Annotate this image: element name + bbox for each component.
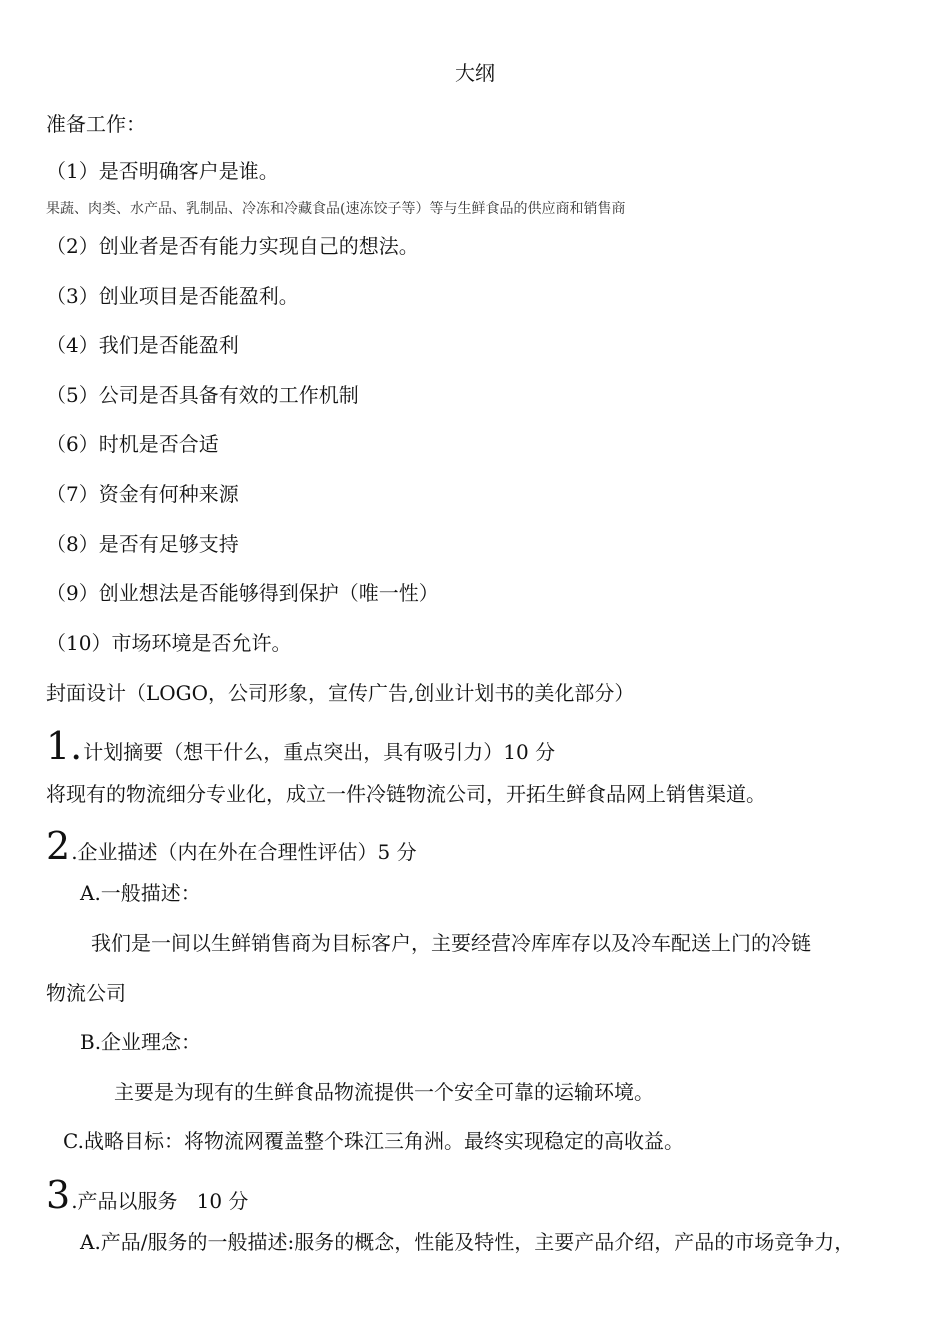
document-title: 大纲 <box>455 61 495 85</box>
section-2a-label: A.一般描述： <box>80 881 201 905</box>
section-2b-body: 主要是为现有的生鲜食品物流提供一个安全可靠的运输环境。 <box>114 1080 654 1104</box>
section-2-title: .企业描述（内在外在合理性评估）5 分 <box>71 840 417 864</box>
section-3-heading <box>46 1175 248 1215</box>
prep-item-9: （9）创业想法是否能够得到保护（唯一性） <box>46 581 439 605</box>
prep-item-4: （4）我们是否能盈利 <box>46 333 239 357</box>
section-2a-body-line2: 物流公司 <box>46 981 126 1005</box>
prep-item-5: （5）公司是否具备有效的工作机制 <box>46 383 359 407</box>
section-1-title: 计划摘要（想干什么，重点突出，具有吸引力）10 分 <box>83 740 556 764</box>
section-2-number: 2 <box>46 824 71 868</box>
section-1-number: 1. <box>46 724 83 768</box>
prep-item-1-note: 果蔬、肉类、水产品、乳制品、冷冻和冷藏食品(速冻饺子等）等与生鲜食品的供应商和销售商 <box>46 201 626 217</box>
prep-item-6: （6）时机是否合适 <box>46 432 219 456</box>
prep-item-10: （10）市场环境是否允许。 <box>46 631 292 655</box>
prep-item-2: （2）创业者是否有能力实现自己的想法。 <box>46 234 419 258</box>
section-2a-body-line1: 我们是一间以生鲜销售商为目标客户，主要经营冷库库存以及冷车配送上门的冷链 <box>91 931 811 955</box>
prep-item-7: （7）资金有何种来源 <box>46 482 239 506</box>
prep-item-3: （3）创业项目是否能盈利。 <box>46 284 299 308</box>
section-3-number: 3 <box>46 1173 71 1217</box>
prep-item-1: （1）是否明确客户是谁。 <box>46 159 279 183</box>
section-3a-line: A.产品/服务的一般描述:服务的概念，性能及特性，主要产品介绍，产品的市场竞争力， <box>80 1230 855 1254</box>
cover-design-line: 封面设计（LOGO，公司形象，宣传广告,创业计划书的美化部分） <box>46 681 635 705</box>
section-1-heading <box>46 726 555 766</box>
section-2c-line: C.战略目标：将物流网覆盖整个珠江三角洲。最终实现稳定的高收益。 <box>63 1129 684 1153</box>
section-3-title: .产品以服务 10 分 <box>71 1189 249 1213</box>
prep-heading: 准备工作： <box>46 112 146 136</box>
section-1-body: 将现有的物流细分专业化，成立一件冷链物流公司，开拓生鲜食品网上销售渠道。 <box>46 782 766 806</box>
section-2b-label: B.企业理念： <box>80 1030 202 1054</box>
prep-item-8: （8）是否有足够支持 <box>46 532 239 556</box>
section-2-heading <box>46 826 417 866</box>
